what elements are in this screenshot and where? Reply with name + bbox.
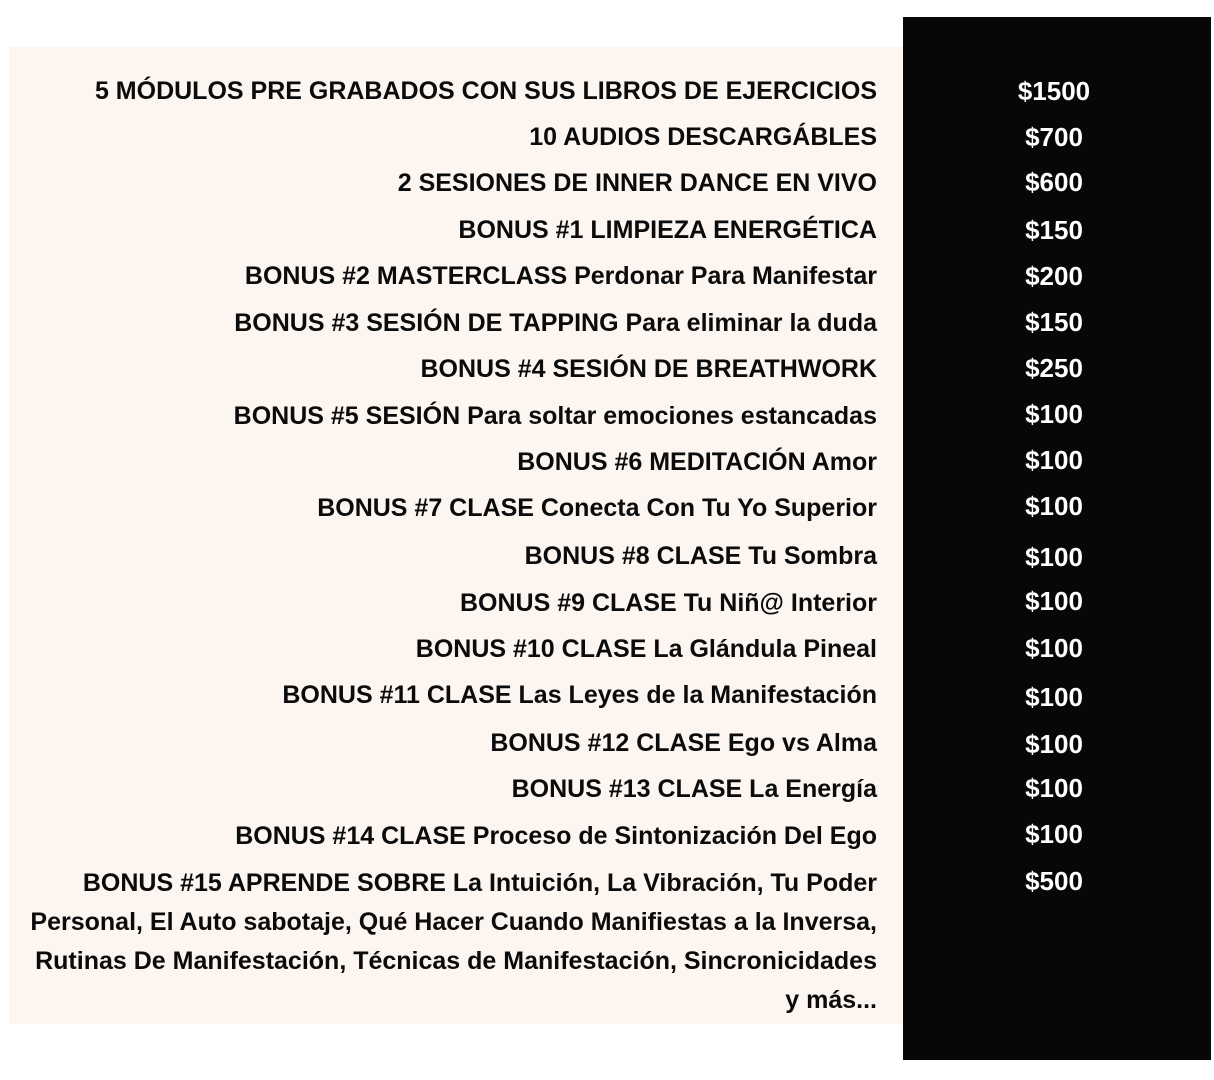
item-label-bonus-3: BONUS #3 SESIÓN DE TAPPING Para eliminar la duda [234,309,877,337]
item-label-bonus-9: BONUS #9 CLASE Tu Niñ@ Interior [459,589,877,617]
price-bonus-6: $100 [1025,445,1083,475]
item-label-inner-dance: 2 SESIONES DE INNER DANCE EN VIVO [397,169,877,197]
item-label-bonus-12: BONUS #12 CLASE Ego vs Alma [490,729,877,757]
item-label-bonus-7: BONUS #7 CLASE Conecta Con Tu Yo Superior [317,494,877,522]
item-label-bonus-14: BONUS #14 CLASE Proceso de Sintonización Del Ego [235,822,877,850]
price-bonus-2: $200 [1025,261,1083,291]
price-bonus-11: $100 [1025,682,1083,712]
item-label-bonus-1: BONUS #1 LIMPIEZA ENERGÉTICA [458,216,877,244]
price-bonus-12: $100 [1025,729,1083,759]
price-bonus-4: $250 [1025,353,1083,383]
item-label-bonus-8: BONUS #8 CLASE Tu Sombra [524,542,877,570]
item-label-bonus-5: BONUS #5 SESIÓN Para soltar emociones estancadas [233,402,877,430]
item-label-bonus-6: BONUS #6 MEDITACIÓN Amor [517,448,877,476]
price-bonus-13: $100 [1025,773,1083,803]
price-bonus-8: $100 [1025,542,1083,572]
price-bonus-3: $150 [1025,307,1083,337]
item-label-bonus-15: BONUS #15 APRENDE SOBRE La Intuición, La Vibración, Tu Poder Personal, El Auto sabotaje, Qué Hacer Cuando Manifiestas a la Inversa, Rutinas De Manifestación, Técnicas de Manifestación, Sincronicidades y más... [30,869,877,1014]
price-modulos: $1500 [1017,76,1091,106]
price-bonus-10: $100 [1025,633,1083,663]
item-label-audios: 10 AUDIOS DESCARGÁBLES [529,123,877,151]
price-bonus-7: $100 [1025,491,1083,521]
item-label-bonus-13: BONUS #13 CLASE La Energía [511,775,877,803]
item-label-bonus-11: BONUS #11 CLASE Las Leyes de la Manifestación [282,681,877,709]
price-inner-dance: $600 [1025,167,1083,197]
item-label-bonus-4: BONUS #4 SESIÓN DE BREATHWORK [420,355,877,383]
item-label-modulos: 5 MÓDULOS PRE GRABADOS CON SUS LIBROS DE EJERCICIOS [94,77,877,105]
price-bonus-14: $100 [1025,819,1083,849]
price-bonus-5: $100 [1025,399,1083,429]
item-label-bonus-2: BONUS #2 MASTERCLASS Perdonar Para Manifestar [244,262,877,290]
price-bonus-15: $500 [1025,866,1083,896]
price-bonus-1: $150 [1025,215,1083,245]
price-bonus-9: $100 [1025,586,1083,616]
item-label-bonus-10: BONUS #10 CLASE La Glándula Pineal [415,635,877,663]
price-audios: $700 [1025,122,1083,152]
